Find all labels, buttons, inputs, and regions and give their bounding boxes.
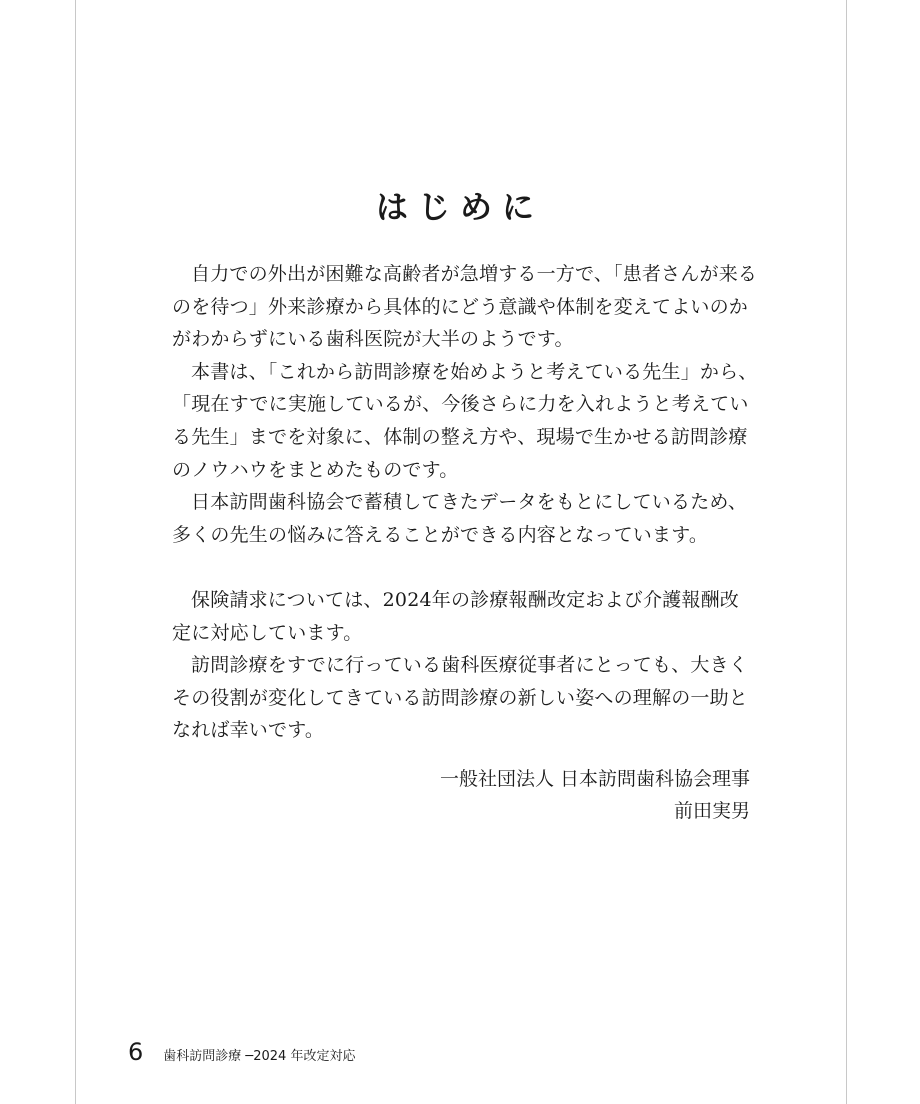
signature-organization: 一般社団法人 日本訪問歯科協会理事 (439, 768, 750, 790)
page-title: はじめに (375, 188, 544, 226)
signature-name: 前田実男 (673, 800, 750, 822)
page-footer (128, 1038, 355, 1068)
paragraph-4: 保険請求については、2024年の診療報酬改定および介護報酬改定に対応しています。 (172, 588, 739, 644)
signature (440, 763, 750, 827)
body-text (172, 258, 758, 747)
paragraph-1: 自力での外出が困難な高齢者が急増する一方で、「患者さんが来るのを待つ」外来診療から具体的にどう意識や体制を変えてよいのかがわからずにいる歯科医院が大半のようです。 (172, 263, 758, 351)
paragraph-gap (172, 551, 758, 584)
paragraph-2: 本書は、「これから訪問診療を始めようと考えている先生」から、「現在すでに実施しているが、今後さらに力を入れようと考えている先生」までを対象に、体制の整え方や、現場で生かせる訪問診療のノウハウをまとめたものです。 (172, 360, 758, 481)
running-title: 歯科訪問診療 ─2024 年改定対応 (163, 1049, 356, 1064)
paragraph-3: 日本訪問歯科協会で蓄積してきたデータをもとにしているため、多くの先生の悩みに答えることができる内容となっています。 (172, 491, 748, 546)
paragraph-5: 訪問診療をすでに行っている歯科医療従事者にとっても、大きくその役割が変化してきている訪問診療の新しい姿への理解の一助となれば幸いです。 (172, 654, 749, 742)
page-number: 6 (128, 1038, 144, 1066)
